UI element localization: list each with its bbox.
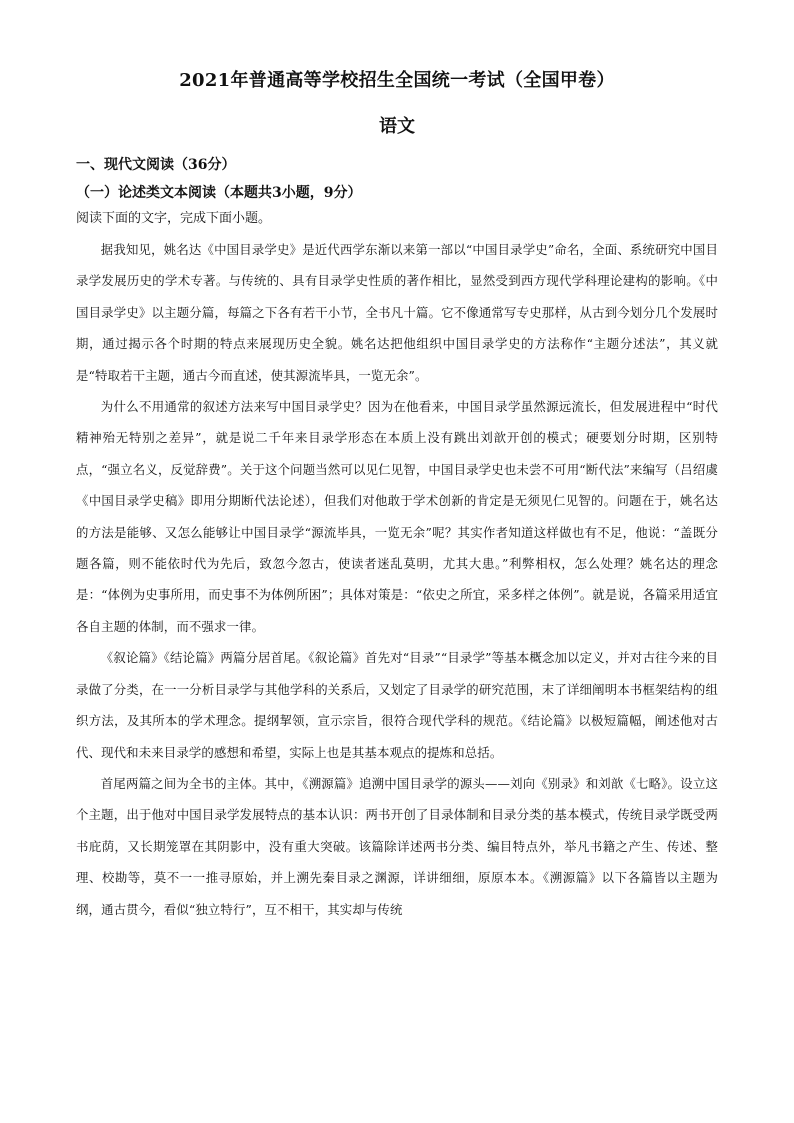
passage-paragraph-2: 为什么不用通常的叙述方法来写中国目录学史？因为在他看来，中国目录学虽然源远流长，但发展进程中“时代精神殆无特别之差异”，就是说二千年来目录学形态在本质上没有跳出刘歆开创的模式；硬要划分时期，区别特点，“强立名义，反觉辞费”。关于这个问题当然可以见仁见智，中国目录学史也未尝不可用“断代法”来编写（吕绍虞《中国目录学史稿》即用分期断代法论述），但我们对他敢于学术创新的肯定是无须见仁见智的。问题在于，姚名达的方法是能够、又怎么能够让中国目录学“源流毕具，一览无余”呢？其实作者知道这样做也有不足，他说：“盖既分题各篇，则不能依时代为先后，致忽今忽古，使读者迷乱莫明，尤其大患。”利弊相权，怎么处理？姚名达的理念是：“体例为史事所用，而史事不为体例所困”；具体对策是：“依史之所宜，采多样之体例”。就是说，各篇采用适宜各自主题的体制，而不强求一律。	[76, 399, 718, 634]
subject-heading: 语文	[379, 116, 415, 137]
passage-body	[76, 234, 718, 925]
reading-instruction: 阅读下面的文字，完成下面小题。	[76, 211, 272, 226]
exam-title: 2021年普通高等学校招生全国统一考试（全国甲卷）	[179, 70, 615, 91]
subsection-heading: （一）论述类文本阅读（本题共3小题，9分）	[76, 185, 362, 201]
passage-paragraph-3: 《叙论篇》《结论篇》两篇分居首尾。《叙论篇》首先对“目录”“目录学”等基本概念加以定义，并对古往今来的目录做了分类，在一一分析目录学与其他学科的关系后，又划定了目录学的研究范围，末了详细阐明本书框架结构的组织方法，及其所本的学术理念。提纲挈领，宣示宗旨，很符合现代学科的规范。《结论篇》以极短篇幅，阐述他对古代、现代和未来目录学的感想和希望，实际上也是其基本观点的提炼和总括。	[76, 650, 718, 760]
passage-paragraph-4: 首尾两篇之间为全书的主体。其中，《溯源篇》追溯中国目录学的源头——刘向《别录》和刘歆《七略》。设立这个主题，出于他对中国目录学发展特点的基本认识：两书开创了目录体制和目录分类的基本模式，传统目录学既受两书庇荫，又长期笼罩在其阴影中，没有重大突破。该篇除详述两书分类、编目特点外，举凡书籍之产生、传述、整理、校勘等，莫不一一推寻原始，并上溯先秦目录之渊源，详讲细细，原原本本。《溯源篇》以下各篇皆以主题为纲，通古贯今，看似“独立特行”，互不相干，其实却与传统	[76, 775, 718, 917]
section-heading: 一、现代文阅读（36分）	[76, 157, 236, 173]
passage-paragraph-1: 据我知见，姚名达《中国目录学史》是近代西学东渐以来第一部以“中国目录学史”命名，全面、系统研究中国目录学发展历史的学术专著。与传统的、具有目录学史性质的著作相比，显然受到西方现代学科理论建构的影响。《中国目录学史》以主题分篇，每篇之下各有若干小节，全书凡十篇。它不像通常写专史那样，从古到今划分几个发展时期，通过揭示各个时期的特点来展现历史全貌。姚名达把他组织中国目录学史的方法称作“主题分述法”，其义就是“特取若干主题，通古今而直述，使其源流毕具，一览无余”。	[76, 242, 718, 383]
